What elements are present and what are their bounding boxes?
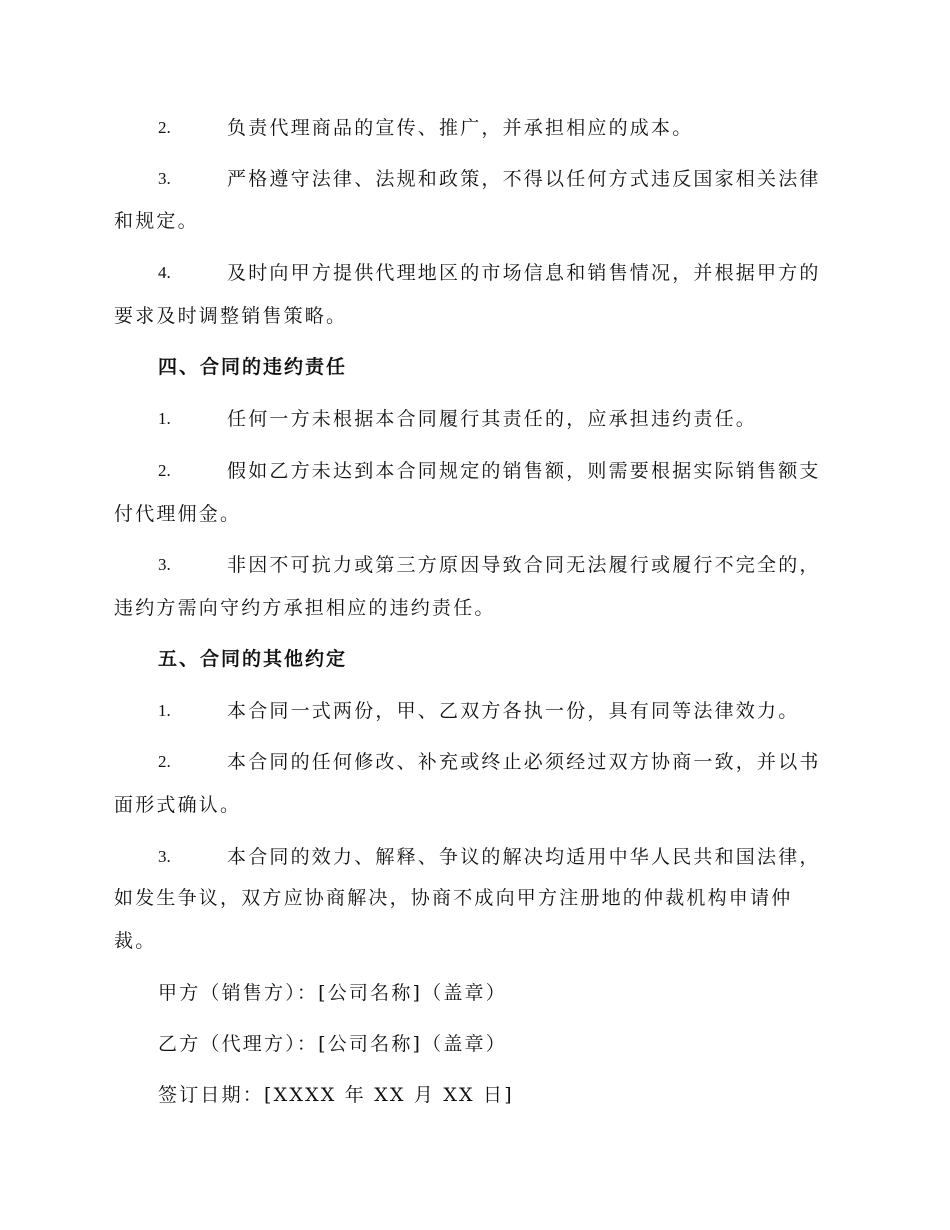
item-text: 非因不可抗力或第三方原因导致合同无法履行或履行不完全的， [227,554,821,576]
item-text-continuation: 面形式确认。 [114,794,242,816]
item-number: 3. [158,169,171,188]
section-heading: 四、合同的违约责任 [158,356,348,378]
item-text: 负责代理商品的宣传、推广，并承担相应的成本。 [227,117,694,139]
item-number: 1. [158,409,171,428]
item-number: 2. [158,118,171,137]
item-text: 本合同一式两份，甲、乙双方各执一份，具有同等法律效力。 [227,700,800,722]
item-number: 1. [158,701,171,720]
item-text: 假如乙方未达到本合同规定的销售额，则需要根据实际销售额支 [227,460,821,482]
item-text: 本合同的任何修改、补充或终止必须经过双方协商一致，并以书 [227,751,821,773]
item-number: 3. [158,847,171,866]
item-text-continuation: 要求及时调整销售策略。 [114,305,348,327]
signature-party-a: 甲方（销售方）：[公司名称]（盖章） [158,982,507,1004]
section-heading: 五、合同的其他约定 [158,648,348,670]
signature-party-b: 乙方（代理方）：[公司名称]（盖章） [158,1033,507,1055]
item-text-continuation: 如发生争议，双方应协商解决，协商不成向甲方注册地的仲裁机构申请仲 [114,887,793,909]
item-number: 2. [158,461,171,480]
item-text: 及时向甲方提供代理地区的市场信息和销售情况，并根据甲方的 [227,262,821,284]
item-text-continuation: 裁。 [114,930,157,952]
item-text: 任何一方未根据本合同履行其责任的，应承担违约责任。 [227,408,758,430]
item-number: 3. [158,555,171,574]
item-number: 4. [158,263,171,282]
signing-date: 签订日期：[XXXX 年 XX 月 XX 日] [158,1084,514,1106]
item-text-continuation: 付代理佣金。 [114,503,242,525]
item-text: 严格遵守法律、法规和政策，不得以任何方式违反国家相关法律 [227,168,821,190]
item-text-continuation: 和规定。 [114,210,199,232]
item-number: 2. [158,752,171,771]
item-text-continuation: 违约方需向守约方承担相应的违约责任。 [114,597,496,619]
item-text: 本合同的效力、解释、争议的解决均适用中华人民共和国法律， [227,846,821,868]
